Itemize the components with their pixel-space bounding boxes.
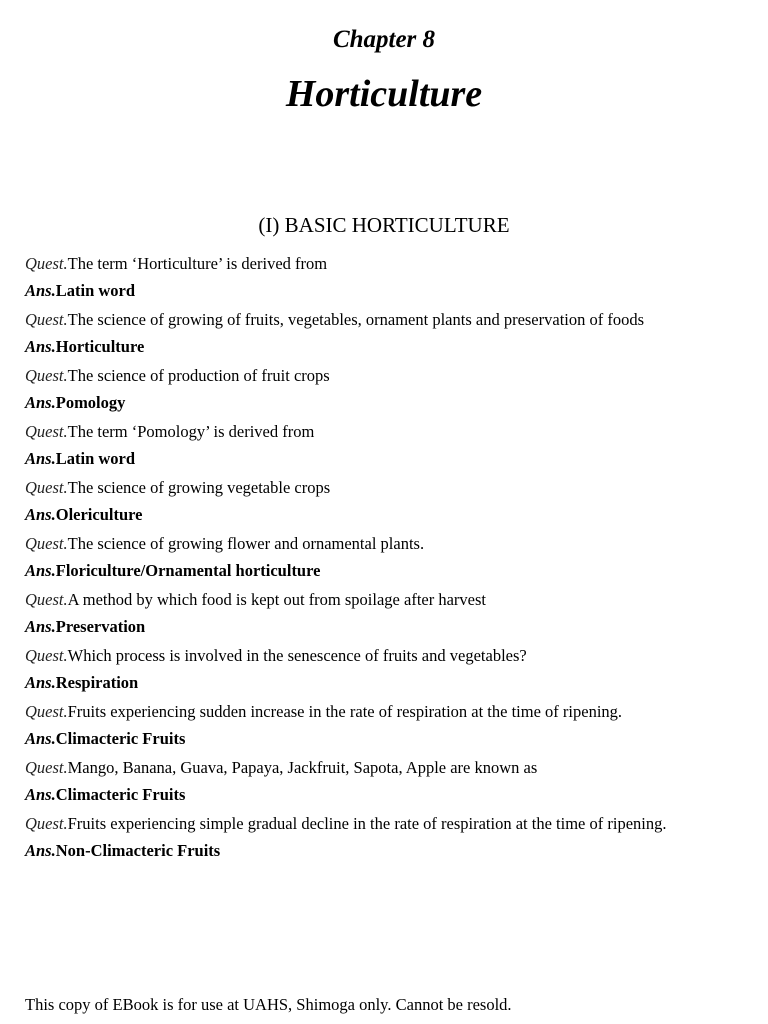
question-prefix: Quest. <box>25 422 68 441</box>
answer-prefix: Ans. <box>25 449 56 468</box>
question <box>25 253 745 274</box>
question <box>25 813 745 834</box>
qa-item <box>25 645 745 693</box>
question-text: The science of growing vegetable crops <box>67 478 331 497</box>
question-text: The science of growing of fruits, vegetables, ornament plants and preservation of foods <box>67 310 645 329</box>
answer-text: Latin word <box>55 449 136 468</box>
answer-prefix: Ans. <box>25 785 56 804</box>
question <box>25 701 745 722</box>
answer <box>25 448 745 469</box>
question <box>25 365 745 386</box>
question-text: Fruits experiencing sudden increase in the rate of respiration at the time of ripening. <box>67 702 623 721</box>
section-heading: (I) BASIC HORTICULTURE <box>258 213 510 237</box>
question-prefix: Quest. <box>25 534 68 553</box>
answer <box>25 392 745 413</box>
qa-item <box>25 477 745 525</box>
answer-prefix: Ans. <box>25 393 56 412</box>
question-prefix: Quest. <box>25 254 68 273</box>
question-prefix: Quest. <box>25 702 68 721</box>
qa-item <box>25 253 745 301</box>
answer-prefix: Ans. <box>25 841 56 860</box>
copyright-notice: This copy of EBook is for use at UAHS, Shimoga only. Cannot be resold. <box>25 995 512 1014</box>
qa-item <box>25 589 745 637</box>
answer <box>25 560 745 581</box>
question-prefix: Quest. <box>25 366 68 385</box>
qa-item <box>25 533 745 581</box>
answer-prefix: Ans. <box>25 281 56 300</box>
answer <box>25 728 745 749</box>
chapter-title: Horticulture <box>285 73 483 115</box>
answer-text: Horticulture <box>55 337 145 356</box>
answer-prefix: Ans. <box>25 729 56 748</box>
answer-text: Floriculture/Ornamental horticulture <box>55 561 321 580</box>
answer <box>25 280 745 301</box>
answer <box>25 840 745 861</box>
answer-prefix: Ans. <box>25 505 56 524</box>
answer-prefix: Ans. <box>25 673 56 692</box>
question-text: The term ‘Horticulture’ is derived from <box>67 254 328 273</box>
answer-prefix: Ans. <box>25 337 56 356</box>
answer-text: Latin word <box>55 281 136 300</box>
question-text: The term ‘Pomology’ is derived from <box>67 422 315 441</box>
question-text: A method by which food is kept out from spoilage after harvest <box>67 590 486 609</box>
question <box>25 421 745 442</box>
qa-item <box>25 309 745 357</box>
question-prefix: Quest. <box>25 590 68 609</box>
question-prefix: Quest. <box>25 646 68 665</box>
answer-text: Olericulture <box>55 505 143 524</box>
qa-list <box>25 253 745 869</box>
qa-item <box>25 421 745 469</box>
qa-item <box>25 701 745 749</box>
answer-prefix: Ans. <box>25 617 56 636</box>
question-text: The science of production of fruit crops <box>67 366 330 385</box>
question <box>25 645 745 666</box>
answer-text: Pomology <box>55 393 126 412</box>
answer <box>25 504 745 525</box>
answer-text: Respiration <box>55 673 139 692</box>
question <box>25 589 745 610</box>
question-text: Which process is involved in the senescence of fruits and vegetables? <box>67 646 527 665</box>
question-prefix: Quest. <box>25 478 68 497</box>
qa-item <box>25 813 745 861</box>
qa-item <box>25 757 745 805</box>
chapter-heading: Chapter 8 <box>332 26 436 53</box>
question-text: Mango, Banana, Guava, Papaya, Jackfruit, Sapota, Apple are known as <box>67 758 538 777</box>
qa-item <box>25 365 745 413</box>
answer-text: Preservation <box>55 617 146 636</box>
question-prefix: Quest. <box>25 814 68 833</box>
answer-prefix: Ans. <box>25 561 56 580</box>
answer <box>25 784 745 805</box>
question <box>25 309 745 330</box>
question <box>25 477 745 498</box>
question-text: Fruits experiencing simple gradual decline in the rate of respiration at the time of ripening. <box>67 814 667 833</box>
answer <box>25 672 745 693</box>
question <box>25 533 745 554</box>
answer-text: Climacteric Fruits <box>55 729 186 748</box>
question-prefix: Quest. <box>25 310 68 329</box>
answer <box>25 616 745 637</box>
answer-text: Non-Climacteric Fruits <box>55 841 221 860</box>
question <box>25 757 745 778</box>
answer <box>25 336 745 357</box>
question-prefix: Quest. <box>25 758 68 777</box>
answer-text: Climacteric Fruits <box>55 785 186 804</box>
question-text: The science of growing flower and ornamental plants. <box>67 534 425 553</box>
